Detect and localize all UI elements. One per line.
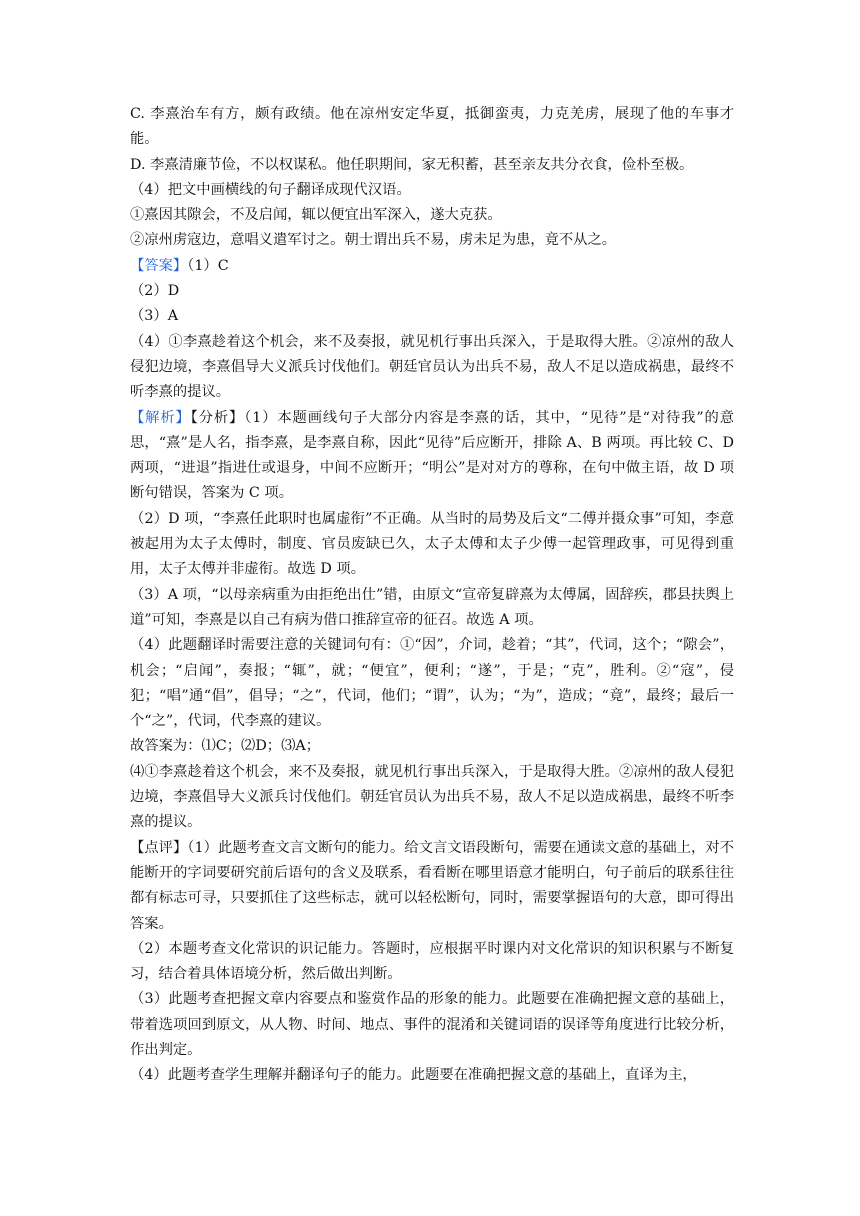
answer-heading	[130, 254, 734, 279]
option-c-text: C. 李熹治车有方，颇有政绩。他在凉州安定华夏，抵御蛮夷，力克羌虏，展现了他的车事才能。	[130, 106, 734, 148]
analysis-2: （2）D 项，“李熹任此职时也属虚衔”不正确。从当时的局势及后文“二傅并摄众事”可知，李意被起用为太子太傅时，制度、官员废缺已久，太子太傅和太子少傅一起管理政事，可见得到重用，太子太傅并非虚衔。故选 D 项。	[130, 510, 734, 578]
comment-1-para	[130, 836, 734, 937]
answer-2-line	[130, 279, 734, 304]
comment-4: （4）此题考查学生理解并翻译句子的能力。此题要在准确把握文意的基础上，直译为主，	[130, 1067, 697, 1084]
summary-line	[130, 734, 734, 759]
sentence-2	[130, 228, 734, 253]
comment-3-para	[130, 987, 734, 1063]
analysis-3: （3）A 项，“以母亲病重为由拒绝出仕”错，由原文“宣帝复辟熹为太傅属，固辞疾，郡县扶舆上道”可知，李熹是以自己有病为借口推辞宣帝的征召。故选 A 项。	[130, 586, 734, 628]
comment-2: （2）本题考查文化常识的识记能力。答题时，应根据平时课内对文化常识的知识积累与不断复习，结合着具体语境分析，然后做出判断。	[130, 940, 734, 983]
page-footer	[0, 1180, 860, 1210]
option-d	[130, 153, 734, 178]
analysis-label: 【解析】	[130, 409, 191, 426]
comment-2-para	[130, 937, 734, 988]
analysis-2-para	[130, 507, 734, 583]
option-c	[130, 102, 734, 153]
sentence-2-text: ②凉州虏寇边，意唱义遣军讨之。朝士谓出兵不易，虏未足为患，竟不从之。	[130, 232, 617, 249]
analysis-heading	[130, 406, 734, 507]
sentence-1-text: ①熹因其隙会，不及启闻，辄以便宜出军深入，遂大克获。	[130, 207, 502, 224]
document-body	[130, 102, 734, 1089]
analysis-4-para	[130, 633, 734, 734]
answer-3-line	[130, 304, 734, 329]
analysis-1: 【分析】（1）本题画线句子大部分内容是李熹的话，其中，“见待”是“对待我”的意思，“熹”是人名，指李熹，是李熹自称，因此“见待”后应断开，排除 A、B 两项。再比较 C、D 两项，“进退”指进仕或退身，中间不应断开；“明公”是对对方的尊称，在句中做主语，故 D 项断句错误，答案为 C 项。	[130, 409, 735, 502]
comment-1: 【点评】（1）此题考查文言文断句的能力。给文言文语段断句，需要在通读文意的基础上，对不能断开的字词要研究前后语句的含义及联系，看看断在哪里语意才能明白，句子前后的联系往往都有标志可寻，只要抓住了这些标志，就可以轻松断句，同时，需要掌握语句的大意，即可得出答案。	[130, 839, 734, 932]
summary-translation-para	[130, 760, 734, 836]
analysis-3-para	[130, 583, 734, 634]
answer-2: （2）D	[130, 283, 180, 300]
sentence-1	[130, 203, 734, 228]
analysis-4: （4）此题翻译时需要注意的关键词句有：①“因”，介词，趁着；“其”，代词，这个；“隙会”，机会；“启闻”，奏报；“辄”，就；“便宜”，便利；“遂”，于是；“克”，胜利。②“寇”，侵犯；“唱”通“倡”，倡导；“之”，代词，他们；“谓”，认为；“为”，造成；“竟”，最终；最后一个“之”，代词，代李熹的建议。	[130, 637, 734, 730]
summary-answers: 故答案为：⑴C；⑵D；⑶A；	[130, 738, 320, 755]
answer-label: 【答案】	[130, 257, 188, 274]
answer-1: （1）C	[187, 257, 229, 274]
question-4	[130, 178, 734, 203]
comment-4-para	[130, 1063, 734, 1088]
answer-4: （4）①李熹趁着这个机会，来不及奏报，就见机行事出兵深入，于是取得大胜。②凉州的敌人侵犯边境，李熹倡导大义派兵讨伐他们。朝廷官员认为出兵不易，敌人不足以造成祸患，最终不听李熹的提议。	[130, 333, 734, 401]
answer-4-line	[130, 330, 734, 406]
comment-3: （3）此题考查把握文章内容要点和鉴赏作品的形象的能力。此题要在准确把握文意的基础上，带着选项回到原文，从人物、时间、地点、事件的混淆和关键词语的误译等角度进行比较分析，作出判定。	[130, 991, 734, 1058]
answer-3: （3）A	[130, 308, 179, 325]
summary-translation: ⑷①李熹趁着这个机会，来不及奏报，就见机行事出兵深入，于是取得大胜。②凉州的敌人侵犯边境，李熹倡导大义派兵讨伐他们。朝廷官员认为出兵不易，敌人不足以造成祸患，最终不听李熹的提议。	[130, 763, 734, 831]
option-d-text: D. 李熹清廉节俭，不以权谋私。他任职期间，家无积蓄，甚至亲友共分衣食，俭朴至极。	[130, 156, 694, 173]
question-4-text: （4）把文中画横线的句子翻译成现代汉语。	[130, 181, 411, 198]
